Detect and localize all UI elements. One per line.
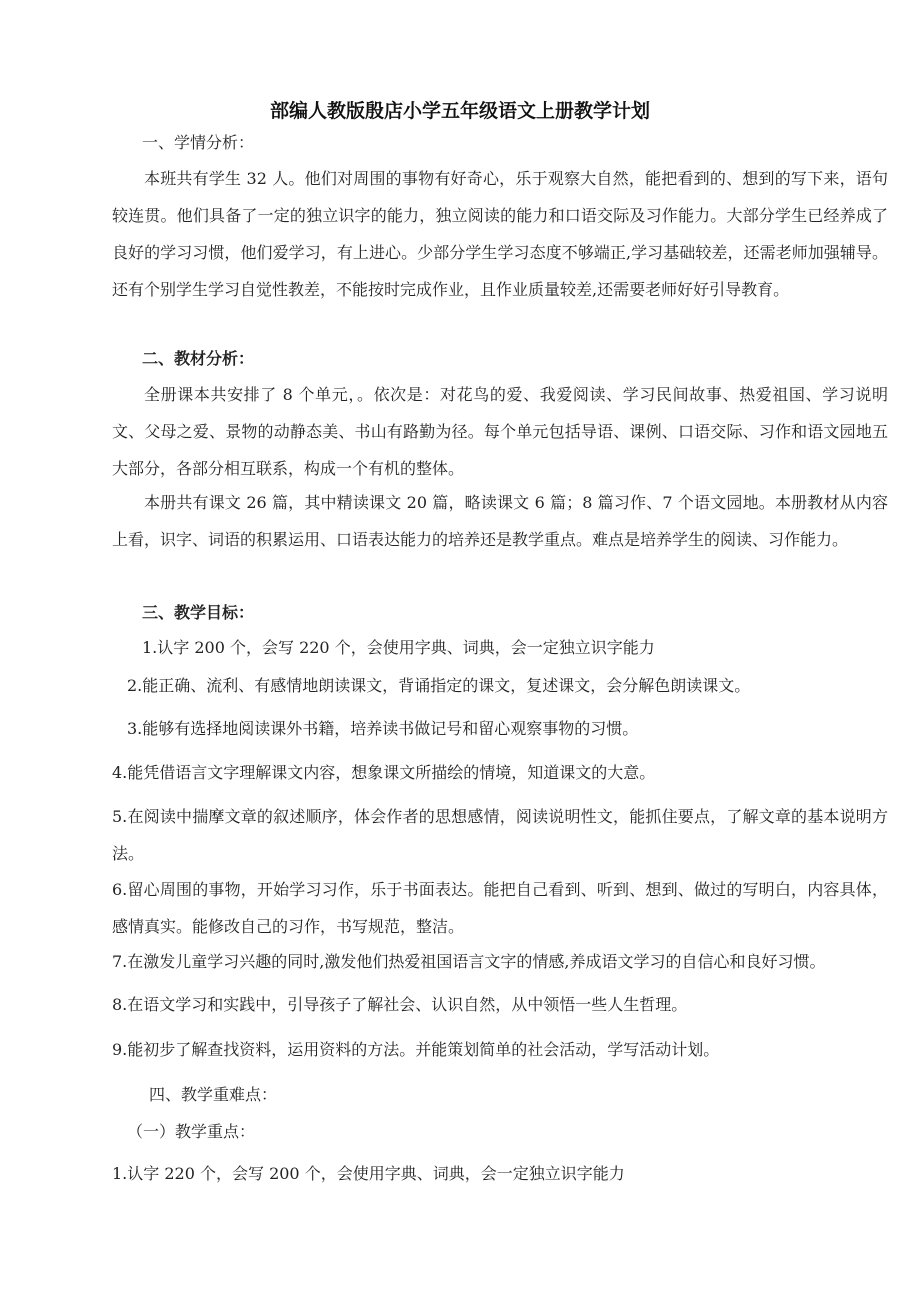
goal-item-1: 1.认字 200 个，会写 220 个，会使用字典、词典，会一定独立识字能力 — [142, 638, 655, 657]
document-title: 部编人教版殷店小学五年级语文上册教学计划 — [269, 100, 650, 122]
goal-item-2: 2.能正确、流利、有感情地朗读课文，背诵指定的课文，复述课文，会分解色朗读课文。 — [127, 676, 751, 695]
subsection-heading-key-points: （一）教学重点： — [127, 1122, 256, 1141]
goal-item-6: 6.留心周围的事物，开始学习习作，乐于书面表达。能把自己看到、听到、想到、做过的写明白，内容具体，感情真实。能修改自己的习作，书写规范，整洁。 — [112, 880, 888, 936]
goal-item-8: 8.在语文学习和实践中，引导孩子了解社会、认识自然，从中领悟一些人生哲理。 — [112, 995, 688, 1014]
goal-item-9: 9.能初步了解查找资料，运用资料的方法。并能策划简单的社会活动，学写活动计划。 — [112, 1040, 720, 1059]
textbook-analysis-paragraph-2: 本册共有课文 26 篇，其中精读课文 20 篇，略读课文 6 篇；8 篇习作、7 个语文园地。本册教材从内容上看，识字、词语的积累运用、口语表达能力的培养还是教学重点。难点是培养学生的阅读、习作能力。 — [112, 493, 888, 549]
section-heading-student-analysis: 一、学情分析： — [142, 133, 255, 152]
goal-item-4: 4.能凭借语言文字理解课文内容，想象课文所描绘的情境，知道课文的大意。 — [112, 763, 656, 782]
goal-item-3: 3.能够有选择地阅读课外书籍，培养读书做记号和留心观察事物的习惯。 — [127, 719, 639, 738]
section-heading-key-difficulties: 四、教学重难点： — [149, 1085, 278, 1104]
goal-item-7: 7.在激发儿童学习兴趣的同时,激发他们热爱祖国语言文字的情感,养成语文学习的自信心和良好习惯。 — [112, 952, 826, 971]
section-heading-textbook-analysis: 二、教材分析： — [142, 349, 255, 368]
goal-item-5: 5.在阅读中揣摩文章的叙述顺序，体会作者的思想感情，阅读说明性文，能抓住要点，了解文章的基本说明方法。 — [112, 807, 888, 863]
textbook-analysis-paragraph-1: 全册课本共安排了 8 个单元，。依次是：对花鸟的爱、我爱阅读、学习民间故事、热爱祖国、学习说明文、父母之爱、景物的动静态美、书山有路勤为径。每个单元包括导语、课例、口语交际、习作和语文园地五大部分，各部分相互联系，构成一个有机的整体。 — [112, 385, 888, 478]
student-analysis-paragraph: 本班共有学生 32 人。他们对周围的事物有好奇心，乐于观察大自然，能把看到的、想到的写下来，语句较连贯。他们具备了一定的独立识字的能力，独立阅读的能力和口语交际及习作能力。大部分学生已经养成了良好的学习习惯，他们爱学习，有上进心。少部分学生学习态度不够端正,学习基础较差，还需老师加强辅导。还有个别学生学习自觉性教差，不能按时完成作业，且作业质量较差,还需要老师好好引导教育。 — [112, 169, 888, 299]
key-point-item-1: 1.认字 220 个，会写 200 个，会使用字典、词典，会一定独立识字能力 — [112, 1164, 625, 1183]
section-heading-teaching-goals: 三、教学目标： — [142, 603, 255, 622]
